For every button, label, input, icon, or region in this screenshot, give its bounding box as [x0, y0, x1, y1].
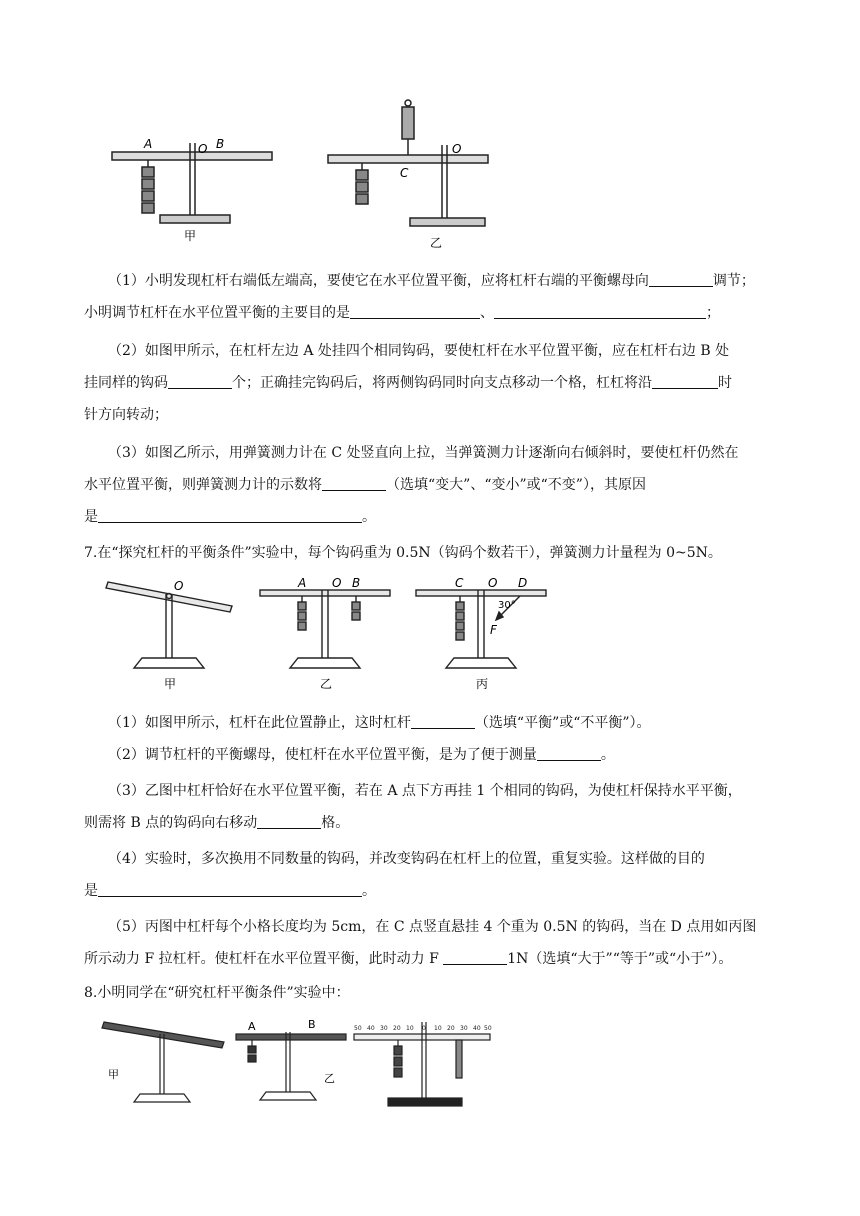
caption-bing-q7: 丙 [476, 677, 489, 691]
svg-text:50: 50 [354, 1025, 362, 1032]
lever-scale-q8 [354, 1022, 490, 1106]
q7-p4-line2: 是 。 [84, 883, 376, 899]
q7-p3-line1: （3）乙图中杠杆恰好在水平位置平衡，若在 A 点下方再挂 1 个相同的钩码，为使杠杆保持水平平衡， [108, 783, 742, 799]
q7-p5-line1: （5）丙图中杠杆每个小格长度均为 5cm，在 C 点竖直悬挂 4 个重为 0.5N 的钩码，当在 D 点用如丙图 [108, 919, 757, 935]
label-o: O [198, 142, 208, 156]
label-c-q7: C [455, 576, 464, 590]
q7-title: 7.在“探究杠杆的平衡条件”实验中，每个钩码重为 0.5N（钩码个数若干），弹簧测力计量程为 0~5N。 [84, 545, 722, 561]
label-d-q7: D [518, 576, 528, 590]
label-a-q8: A [248, 1020, 256, 1033]
q6-p3-blank2[interactable] [98, 508, 362, 523]
q8-title: 8.小明同学在“研究杠杆平衡条件”实验中： [84, 985, 350, 1001]
label-b: B [216, 137, 225, 151]
label-a-q7: A [298, 576, 307, 590]
q7-p1: （1）如图甲所示，杠杆在此位置静止，这时杠杆 （选填“平衡”或“不平衡”）。 [108, 715, 651, 731]
label-o-jia-q7: O [174, 579, 184, 593]
q7-p1-blank[interactable] [411, 714, 475, 729]
label-a: A [144, 137, 153, 151]
q6-p2-blank1[interactable] [168, 374, 232, 389]
label-o-yi-q7: O [332, 576, 342, 590]
q7-p4-line1: （4）实验时，多次换用不同数量的钩码，并改变钩码在杠杆上的位置，重复实验。这样做的目的 [108, 851, 705, 867]
q6-p1-blank2[interactable] [350, 304, 480, 319]
caption-jia-q7: 甲 [164, 677, 177, 691]
q6-p3-line3: 是 。 [84, 509, 376, 525]
label-o-bing-q7: O [488, 576, 498, 590]
svg-text:30: 30 [380, 1025, 388, 1032]
svg-text:20: 20 [393, 1025, 401, 1032]
svg-text:40: 40 [367, 1025, 375, 1032]
label-b-q8: B [308, 1018, 316, 1031]
svg-text:10: 10 [434, 1025, 442, 1032]
svg-text:20: 20 [447, 1025, 455, 1032]
svg-text:10: 10 [406, 1025, 414, 1032]
caption-yi-q7: 乙 [320, 677, 333, 691]
caption-yi: 乙 [430, 236, 443, 250]
q6-p1-line2: 小明调节杠杆在水平位置平衡的主要目的是 、 ； [84, 305, 720, 321]
q6-p1-line1: （1）小明发现杠杆右端低左端高，要使它在水平位置平衡，应将杠杆右端的平衡螺母向 调节； [108, 273, 755, 289]
svg-text:40: 40 [473, 1025, 481, 1032]
svg-text:30: 30 [460, 1025, 468, 1032]
label-f-q7: F [490, 623, 497, 637]
lever-jia-top [112, 143, 272, 223]
lever-yi-q8 [236, 1032, 346, 1100]
lever-jia-q7 [106, 582, 232, 668]
q6-p3-line1: （3）如图乙所示，用弹簧测力计在 C 处竖直向上拉，当弹簧测力计逐渐向右倾斜时，要使杠杆仍然在 [108, 445, 739, 461]
q7-p3-blank[interactable] [257, 814, 321, 829]
svg-text:50: 50 [484, 1025, 492, 1032]
caption-yi-q8: 乙 [324, 1072, 335, 1085]
q7-p4-blank[interactable] [98, 882, 362, 897]
lever-yi-q7 [260, 590, 390, 668]
label-angle-q7: 30° [498, 600, 516, 611]
q7-p5-line2: 所示动力 F 拉杠杆。使杠杆在水平位置平衡，此时动力 F 1N（选填“大于”“等于”或“小于”）。 [84, 951, 733, 967]
lever-bing-q7 [416, 590, 546, 668]
svg-text:0: 0 [422, 1025, 426, 1032]
caption-jia: 甲 [184, 229, 197, 243]
lever-figure-top [100, 95, 500, 255]
label-b-q7: B [352, 576, 361, 590]
q7-p5-blank[interactable] [443, 950, 507, 965]
q6-p1-blank1[interactable] [649, 272, 713, 287]
q6-p3-blank1[interactable] [322, 476, 386, 491]
q6-p2-line3: 针方向转动； [84, 407, 168, 423]
label-o-yi: O [452, 142, 462, 156]
q6-p2-line2: 挂同样的钩码 个；正确挂完钩码后，将两侧钩码同时向支点移动一个格，杠杠将沿 时 [84, 375, 732, 391]
q6-p1-blank3[interactable] [494, 304, 706, 319]
label-c: C [400, 166, 409, 180]
q7-p2-blank[interactable] [537, 746, 601, 761]
q6-p2-blank2[interactable] [652, 374, 718, 389]
lever-jia-q8 [102, 1022, 224, 1102]
lever-figure-q7 [100, 572, 560, 692]
q6-p3-line2: 水平位置平衡，则弹簧测力计的示数将 （选填“变大”、“变小”或“不变”），其原因 [84, 477, 646, 493]
caption-jia-q8: 甲 [108, 1068, 119, 1081]
lever-figure-q8 [100, 1012, 500, 1112]
scale-ticks-q8 [354, 1025, 492, 1032]
lever-yi-top [328, 100, 488, 226]
q7-p3-line2: 则需将 B 点的钩码向右移动 格。 [84, 815, 350, 831]
q7-p2: （2）调节杠杆的平衡螺母，使杠杆在水平位置平衡，是为了便于测量 。 [108, 747, 615, 763]
q6-p2-line1: （2）如图甲所示，在杠杆左边 A 处挂四个相同钩码，要使杠杆在水平位置平衡，应在杠杆右边 B 处 [108, 343, 730, 359]
